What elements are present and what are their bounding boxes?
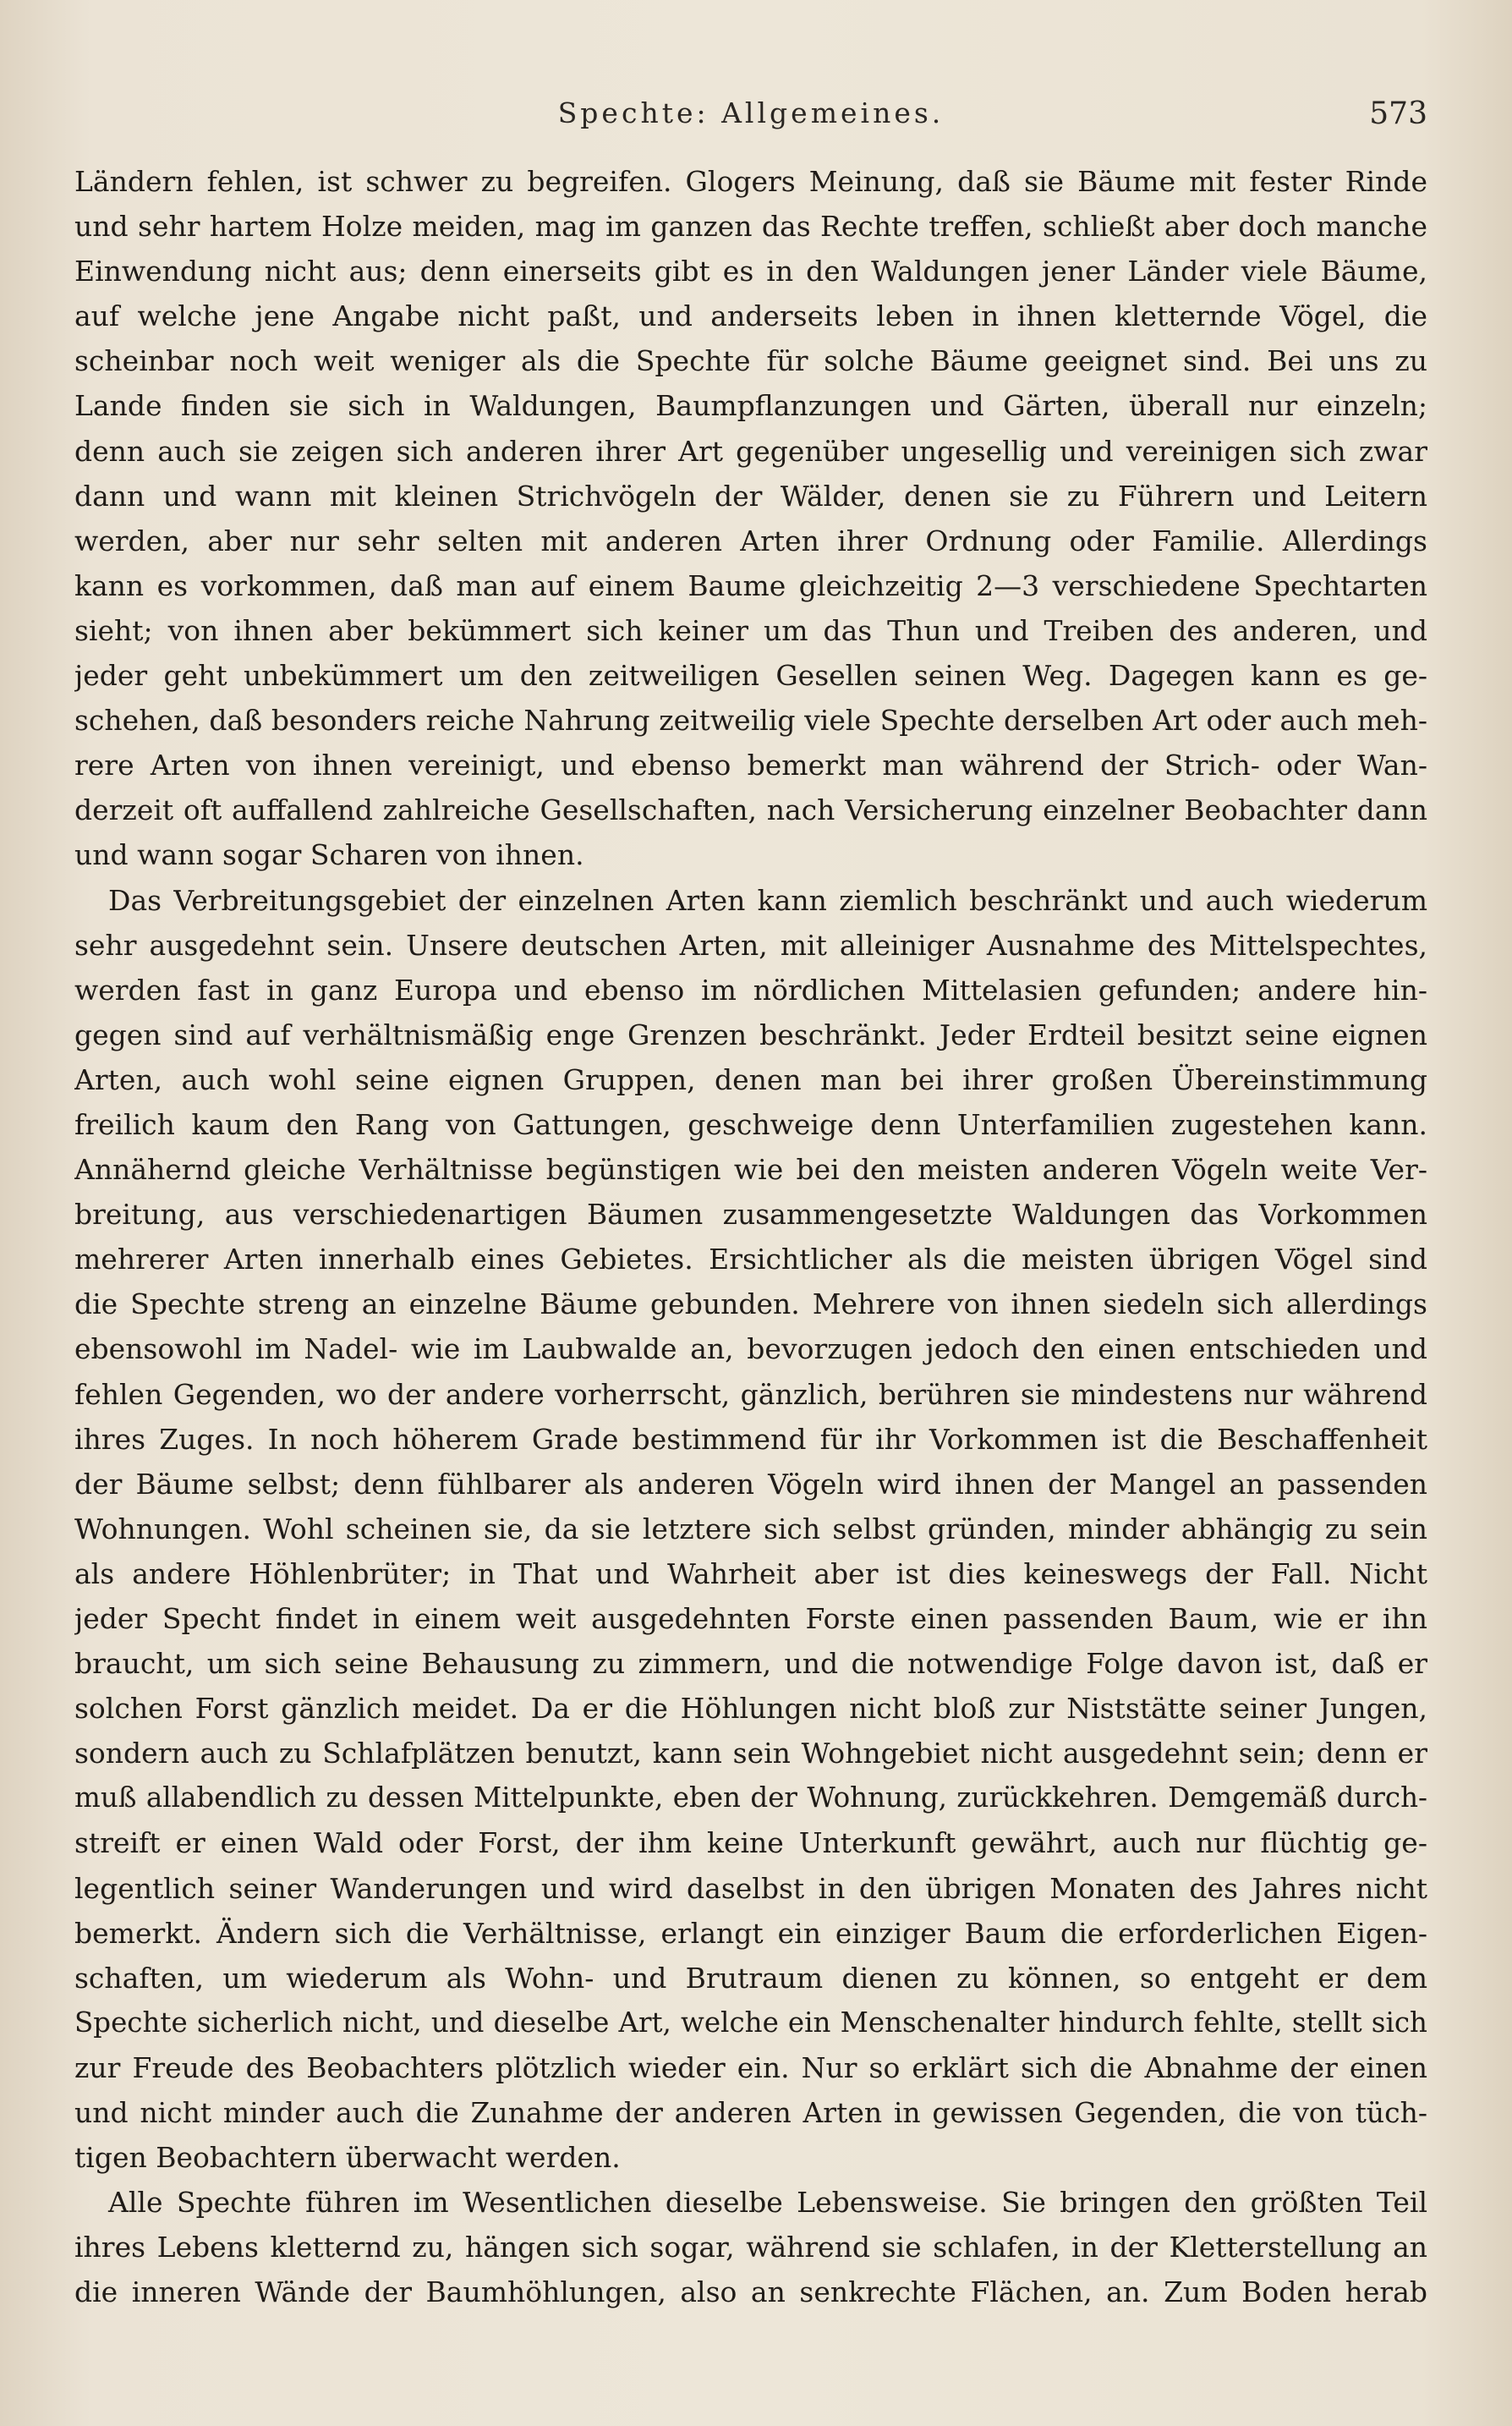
- paragraph-3: [74, 2180, 1427, 2314]
- text-line: dann und wann mit kleinen Strichvögeln der Wälder, denen sie zu Führern und Leitern: [74, 479, 1427, 513]
- text-line: Annähernd gleiche Verhältnisse begünstigen wie bei den meisten anderen Vögeln weite Ver-: [74, 1153, 1427, 1187]
- text-line: und sehr hartem Holze meiden, mag im ganzen das Rechte treffen, schließt aber doch manche: [74, 210, 1427, 244]
- text-line: schehen, daß besonders reiche Nahrung zeitweilig viele Spechte derselben Art oder auch meh-: [74, 704, 1427, 738]
- text-line: bemerkt. Ändern sich die Verhältnisse, erlangt ein einziger Baum die erforderlichen Eigen-: [74, 1916, 1427, 1950]
- text-line: Einwendung nicht aus; denn einerseits gibt es in den Waldungen jener Länder viele Bäume,: [74, 255, 1427, 288]
- text-line: jeder geht unbekümmert um den zeitweiligen Gesellen seinen Weg. Dagegen kann es ge-: [74, 659, 1427, 693]
- text-line: breitung, aus verschiedenartigen Bäumen zusammengesetzte Waldungen das Vorkommen: [74, 1198, 1427, 1232]
- text-line: Spechte sicherlich nicht, und dieselbe Art, welche ein Menschenalter hindurch fehlte, stellt sich: [74, 2006, 1427, 2039]
- text-line: derzeit oft auffallend zahlreiche Gesellschaften, nach Versicherung einzelner Beobachter dann: [74, 793, 1427, 827]
- text-line: Arten, auch wohl seine eignen Gruppen, denen man bei ihrer großen Übereinstimmung: [74, 1062, 1427, 1096]
- text-line: sieht; von ihnen aber bekümmert sich keiner um das Thun und Treiben des anderen, und: [74, 613, 1427, 647]
- text-line: und wann sogar Scharen von ihnen.: [74, 838, 584, 872]
- text-line: auf welche jene Angabe nicht paßt, und anderseits leben in ihnen kletternde Vögel, die: [74, 299, 1427, 333]
- paragraph-1: [74, 159, 1427, 878]
- text-line: werden, aber nur sehr selten mit anderen Arten ihrer Ordnung oder Familie. Allerdings: [74, 524, 1427, 557]
- text-line: scheinbar noch weit weniger als die Spechte für solche Bäume geeignet sind. Bei uns zu: [74, 344, 1427, 378]
- page-number: 573: [1369, 96, 1427, 131]
- text-line: werden fast in ganz Europa und ebenso im nördlichen Mittelasien gefunden; andere hin-: [74, 973, 1427, 1007]
- text-line: tigen Beobachtern überwacht werden.: [74, 2141, 621, 2175]
- text-line: kann es vorkommen, daß man auf einem Baume gleichzeitig 2—3 verschiedene Spechtarten: [74, 568, 1427, 602]
- text-line: sondern auch zu Schlafplätzen benutzt, kann sein Wohngebiet nicht ausgedehnt sein; denn er: [74, 1737, 1427, 1770]
- text-line: freilich kaum den Rang von Gattungen, geschweige denn Unterfamilien zugestehen kann.: [74, 1107, 1427, 1141]
- text-line: muß allabendlich zu dessen Mittelpunkte, eben der Wohnung, zurückkehren. Demgemäß durch-: [74, 1781, 1427, 1814]
- text-line: und nicht minder auch die Zunahme der anderen Arten in gewissen Gegenden, die von tüch-: [74, 2096, 1427, 2130]
- text-line: denn auch sie zeigen sich anderen ihrer Art gegenüber ungesellig und vereinigen sich zwar: [74, 434, 1427, 468]
- text-line: Lande finden sie sich in Waldungen, Baumpflanzungen und Gärten, überall nur einzeln;: [74, 389, 1427, 423]
- text-line: Das Verbreitungsgebiet der einzelnen Arten kann ziemlich beschränkt und auch wiederum: [108, 883, 1427, 917]
- text-line: braucht, um sich seine Behausung zu zimmern, und die notwendige Folge davon ist, daß er: [74, 1647, 1427, 1681]
- text-line: jeder Specht findet in einem weit ausgedehnten Forste einen passenden Baum, wie er ihn: [74, 1602, 1427, 1635]
- running-head: Spechte: Allgemeines.: [557, 96, 945, 129]
- text-line: solchen Forst gänzlich meidet. Da er die Höhlungen nicht bloß zur Niststätte seiner Jungen,: [74, 1692, 1427, 1726]
- text-line: rere Arten von ihnen vereinigt, und ebenso bemerkt man während der Strich- oder Wan-: [74, 749, 1427, 782]
- text-line: der Bäume selbst; denn fühlbarer als anderen Vögeln wird ihnen der Mangel an passenden: [74, 1467, 1427, 1501]
- text-line: ihres Zuges. In noch höherem Grade bestimmend für ihr Vorkommen ist die Beschaffenheit: [74, 1422, 1427, 1456]
- text-line: mehrerer Arten innerhalb eines Gebietes. Ersichtlicher als die meisten übrigen Vögel sind: [74, 1243, 1427, 1276]
- text-line: als andere Höhlenbrüter; in That und Wahrheit aber ist dies keineswegs der Fall. Nicht: [74, 1556, 1427, 1590]
- page-header: [74, 91, 1427, 142]
- text-line: zur Freude des Beobachters plötzlich wieder ein. Nur so erklärt sich die Abnahme der einen: [74, 2050, 1427, 2084]
- text-line: die inneren Wände der Baumhöhlungen, also an senkrechte Flächen, an. Zum Boden herab: [74, 2275, 1427, 2309]
- text-line: legentlich seiner Wanderungen und wird daselbst in den übrigen Monaten des Jahres nicht: [74, 1871, 1427, 1905]
- text-line: streift er einen Wald oder Forst, der ihm keine Unterkunft gewährt, auch nur flüchtig ge-: [74, 1826, 1427, 1860]
- body-text: [74, 159, 1427, 2315]
- paragraph-2: [74, 878, 1427, 2181]
- text-line: ebensowohl im Nadel- wie im Laubwalde an, bevorzugen jedoch den einen entschieden und: [74, 1332, 1427, 1366]
- text-line: Ländern fehlen, ist schwer zu begreifen. Glogers Meinung, daß sie Bäume mit fester Rinde: [74, 165, 1427, 198]
- text-line: ihres Lebens kletternd zu, hängen sich sogar, während sie schlafen, in der Kletterstellung an: [74, 2231, 1427, 2264]
- text-line: Alle Spechte führen im Wesentlichen dieselbe Lebensweise. Sie bringen den größten Teil: [108, 2186, 1427, 2220]
- text-line: schaften, um wiederum als Wohn- und Brutraum dienen zu können, so entgeht er dem: [74, 1961, 1427, 1995]
- text-line: fehlen Gegenden, wo der andere vorherrscht, gänzlich, berühren sie mindestens nur während: [74, 1377, 1427, 1411]
- text-line: gegen sind auf verhältnismäßig enge Grenzen beschränkt. Jeder Erdteil besitzt seine eignen: [74, 1018, 1427, 1051]
- text-line: sehr ausgedehnt sein. Unsere deutschen Arten, mit alleiniger Ausnahme des Mittelspechtes,: [74, 928, 1427, 962]
- text-line: Wohnungen. Wohl scheinen sie, da sie letztere sich selbst gründen, minder abhängig zu sein: [74, 1512, 1427, 1545]
- text-line: die Spechte streng an einzelne Bäume gebunden. Mehrere von ihnen siedeln sich allerdings: [74, 1287, 1427, 1321]
